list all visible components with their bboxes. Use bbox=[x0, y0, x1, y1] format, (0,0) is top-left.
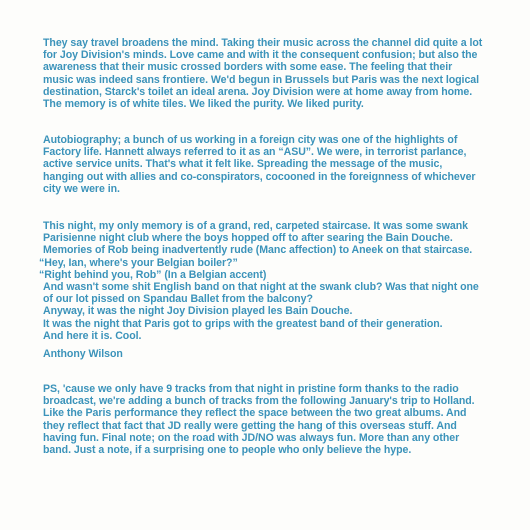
author-signature bbox=[43, 348, 523, 360]
text-line: This night, my only memory is of a grand, red, carpeted staircase. It was some swank bbox=[43, 220, 468, 232]
paragraph-autobiography bbox=[43, 134, 523, 195]
text-line: of our lot pissed on Spandau Ballet from the balcony? bbox=[43, 293, 313, 306]
text-line: awareness that their music crossed borders with some ease. The feeling that their bbox=[43, 61, 453, 74]
paragraph-this-night bbox=[39, 220, 523, 342]
text-line: for Joy Division's minds. Love came and with it the consequent confusion; but also the bbox=[43, 49, 478, 62]
text-line: band. Just a note, if a surprising one to people who only believe the hype. bbox=[43, 444, 412, 457]
text-line: destination, Starck's toilet an ideal arena. Joy Division were at home away from home. bbox=[43, 85, 473, 98]
text-line: Parisienne night club where the boys hopped off to after searing the Bain Douche. bbox=[43, 232, 453, 245]
text-line: Anyway, it was the night Joy Division played les Bain Douche. bbox=[43, 305, 353, 318]
text-line: And here it is. Cool. bbox=[43, 329, 142, 342]
paragraph-travel bbox=[43, 37, 523, 110]
text-line: Like the Paris performance they reflect the space between the two great albums. And bbox=[43, 407, 467, 420]
text-line: broadcast, we're adding a bunch of tracks from the following January's trip to Holland. bbox=[43, 395, 475, 408]
text-line: They say travel broadens the mind. Taking their music across the channel did quite a lot bbox=[43, 37, 483, 49]
quote-line: “Right behind you, Rob” (In a Belgian accent) bbox=[39, 268, 267, 281]
text-line: PS, 'cause we only have 9 tracks from that night in pristine form thanks to the radio bbox=[43, 383, 459, 395]
text-line: Memories of Rob being inadvertently rude (Manc affection) to Aneek on that staircase. bbox=[43, 244, 473, 257]
text-line: music was indeed sans frontiere. We'd begun in Brussels but Paris was the next logical bbox=[43, 73, 480, 86]
paragraph-postscript bbox=[43, 383, 523, 456]
text-line: The memory is of white tiles. We liked the purity. We liked purity. bbox=[43, 98, 364, 111]
text-line: Factory life. Hannett always referred to it as an “ASU”. We were, in terrorist parlance, bbox=[43, 146, 467, 159]
text-line: Autobiography; a bunch of us working in a foreign city was one of the highlights of bbox=[43, 134, 458, 146]
text-line: active service units. That's what it felt like. Spreading the message of the music, bbox=[43, 158, 443, 171]
text-line: And wasn't some shit English band on that night at the swank club? Was that night one bbox=[43, 281, 479, 294]
text-line: they reflect that fact that JD really were getting the hang of this overseas stuff. And bbox=[43, 419, 457, 432]
text-line: hanging out with allies and co-conspirators, cocooned in the foreignness of whichever bbox=[43, 170, 476, 183]
signature-text: Anthony Wilson bbox=[43, 348, 123, 360]
quote-line: “Hey, Ian, where's your Belgian boiler?” bbox=[39, 256, 238, 269]
text-line: having fun. Final note; on the road with JD/NO was always fun. More than any other bbox=[43, 431, 460, 444]
text-line: city we were in. bbox=[43, 182, 120, 195]
text-line: It was the night that Paris got to grips with the greatest band of their generation. bbox=[43, 317, 443, 330]
